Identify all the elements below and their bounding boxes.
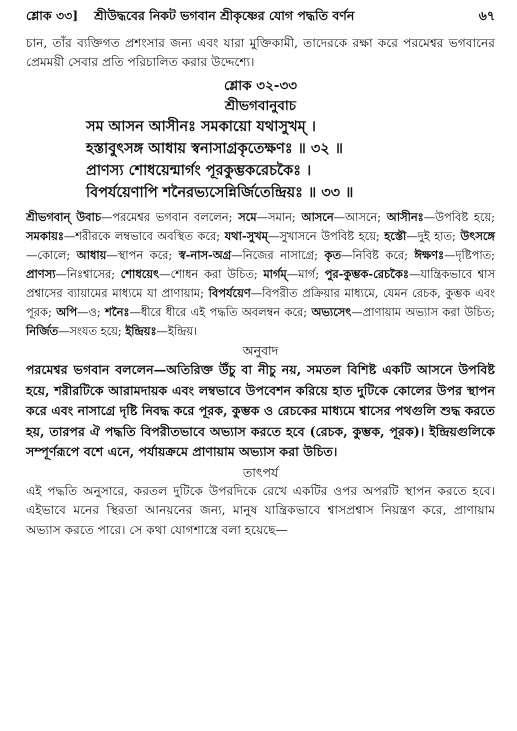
speaker-heading: শ্রীভগবানুবাচ xyxy=(224,98,297,114)
synonym-term: আসনে xyxy=(301,210,334,224)
header-chapter-title: শ্রীউদ্ধবের নিকট ভগবান শ্রীকৃষ্ণের যোগ পদ্ধতি বর্ণন xyxy=(94,8,355,23)
synonym-meaning: —মার্গ; xyxy=(286,267,325,281)
synonym-meaning: —সমান; xyxy=(256,210,302,224)
translation-text: পরমেশ্বর ভগবান বললেন—অতিরিক্ত উঁচু বা নীচু নয়, সমতল বিশিষ্ট একটি আসনে উপবিষ্ট হয়ে, শরীরটিকে আরামদায়ক এবং লম্বভাবে উপবেশন করিয়ে হাত দুটিকে কোলের উপর স্থাপন করে এবং নাসাগ্রে দৃষ্টি নিবদ্ধ করে পূরক, কুম্ভক ও রেচকের মাধ্যমে শ্বাসের পথগুলি শুদ্ধ করতে হয়, তারপর ঐ পদ্ধতি বিপরীতভাবে অভ্যাস করতে হবে (রেচক, কুম্ভক, পূরক)। ইন্দ্রিয়গুলিকে সম্পূর্ণরূপে বশে এনে, পর্যায়ক্রমে প্রাণায়াম অভ্যাস করা উচিত। xyxy=(26,362,495,459)
synonym-term: মার্গম্ xyxy=(263,267,287,281)
synonym-meaning: —ধীরে ধীরে এই পদ্ধতি অবলম্বন করে; xyxy=(129,305,312,319)
synonym-term: হস্তৌ xyxy=(384,229,407,243)
purport-text: এই পদ্ধতি অনুসারে, করতল দুটিকে উপরদিকে রেখে একটির ওপর অপরটি স্থাপন করতে হবে। এইভাবে মনের স্থিরতা আনয়নের জন্য, মানুষ যান্ত্রিকভাবে শ্বাসপ্রশ্বাস নিয়ন্ত্রণ করে, প্রাণায়াম অভ্যাস করতে পারে। সে কথা যোগশাস্ত্রে বলা হয়েছে— xyxy=(26,483,495,537)
synonym-term: নির্জিত xyxy=(26,324,59,338)
synonym-meaning: —স্থাপন করে; xyxy=(106,248,179,262)
synonym-term: যথা-সুখম্ xyxy=(224,229,268,243)
word-for-word-synonyms xyxy=(26,208,495,341)
header-verse-ref: শ্লোক ৩৩] xyxy=(26,8,79,23)
synonym-meaning: —নিবিষ্ট করে; xyxy=(341,248,415,262)
page-number: ৬৭ xyxy=(478,8,495,23)
synonym-meaning: —যান্ত্রিকভাবে শ্বাস প্রশ্বাসের ব্যায়ামের মাধ্যমে যা প্রাণায়াম; xyxy=(26,267,495,300)
synonym-meaning: —শরীরকে লম্বভাবে অবস্থিত করে; xyxy=(63,229,225,243)
synonym-term: অভ্যসেৎ xyxy=(311,305,352,319)
opening-paragraph: চান, তাঁর ব্যক্তিগত প্রশংসার জন্য এবং যারা মুক্তিকামী, তাদেরকে রক্ষা করে পরমেশ্বর ভগবানের প্রেমময়ী সেবার প্রতি পরিচালিত করার উদ্দেশ্যে। xyxy=(26,36,495,69)
synonym-term: পুর-কুম্ভক-রেচকৈঃ xyxy=(324,267,409,281)
synonym-term: আসীনঃ xyxy=(386,210,424,224)
synonym-term: সমে xyxy=(238,210,257,224)
verse-number: শ্লোক ৩২-৩৩ xyxy=(223,78,298,94)
synonym-term: আধায় xyxy=(76,248,107,262)
synonym-meaning: —পরমেশ্বর ভগবান বললেন; xyxy=(100,210,239,224)
synonym-meaning: —ও; xyxy=(77,305,106,319)
synonym-meaning: —নিঃশ্বাসের; xyxy=(55,267,121,281)
synonym-meaning: —দৃষ্টিপাত; xyxy=(444,248,496,262)
verse-line: বিপর্যয়েণাপি শনৈরভ্যসেন্নির্জিতেন্দ্রিয়ঃ ॥ ৩৩ ॥ xyxy=(86,184,354,201)
purport-heading: তাৎপর্য xyxy=(242,464,279,480)
running-header xyxy=(26,8,495,30)
synonym-term: শ্রীভগবান্ উবাচ xyxy=(26,210,101,224)
synonym-meaning: —আসনে; xyxy=(333,210,387,224)
synonym-term: শনৈঃ xyxy=(105,305,130,319)
sanskrit-verse xyxy=(86,116,495,204)
synonym-term: শোধয়েৎ xyxy=(120,267,160,281)
synonym-meaning: —ইন্দ্রিয়। xyxy=(156,324,198,338)
verse-line: সম আসন আসীনঃ সমকায়ো যথাসুখম্ । xyxy=(86,118,316,135)
synonym-term: সমকায়ঃ xyxy=(26,229,64,243)
synonym-meaning: —শোধন করা উচিত; xyxy=(159,267,264,281)
synonym-term: কৃত xyxy=(324,248,342,262)
synonym-term: স্ব-নাস-অগ্র xyxy=(178,248,232,262)
synonym-meaning: —বিপরীত প্রক্রিয়ার মাধ্যমে, যেমন রেচক, কুম্ভক এবং পূরক; xyxy=(26,286,495,319)
synonym-term: প্রাণস্য xyxy=(26,267,56,281)
verse-line: হস্তাবুৎসঙ্গ আধায় স্বনাসাগ্রকৃতেক্ষণঃ ॥ ৩২ ॥ xyxy=(86,140,343,157)
synonym-meaning: —উপবিষ্ট হয়ে; xyxy=(423,210,495,224)
synonym-term: অপি xyxy=(56,305,78,319)
synonym-term: বিপর্যয়েণ xyxy=(208,286,251,300)
synonym-meaning: —প্রাণায়াম অভ্যাস করা উচিত; xyxy=(351,305,495,319)
synonym-meaning: —দুই হাত; xyxy=(406,229,461,243)
synonym-meaning: —সংযত হয়ে; xyxy=(58,324,126,338)
synonym-meaning: —সুখাসনে উপবিষ্ট হয়ে; xyxy=(267,229,385,243)
synonym-meaning: —নিজের নাসাগ্রে; xyxy=(231,248,325,262)
synonym-term: ইন্দ্রিয়ঃ xyxy=(125,324,157,338)
synonym-term: উৎসঙ্গে xyxy=(460,229,495,243)
synonym-meaning: —কোলে; xyxy=(26,248,77,262)
synonym-term: ঈক্ষণঃ xyxy=(414,248,445,262)
verse-line: প্রাণস্য শোধয়েন্মার্গং পূরকুম্ভকরেচকৈঃ । xyxy=(86,162,312,179)
translation-heading: অনুবাদ xyxy=(242,343,279,358)
